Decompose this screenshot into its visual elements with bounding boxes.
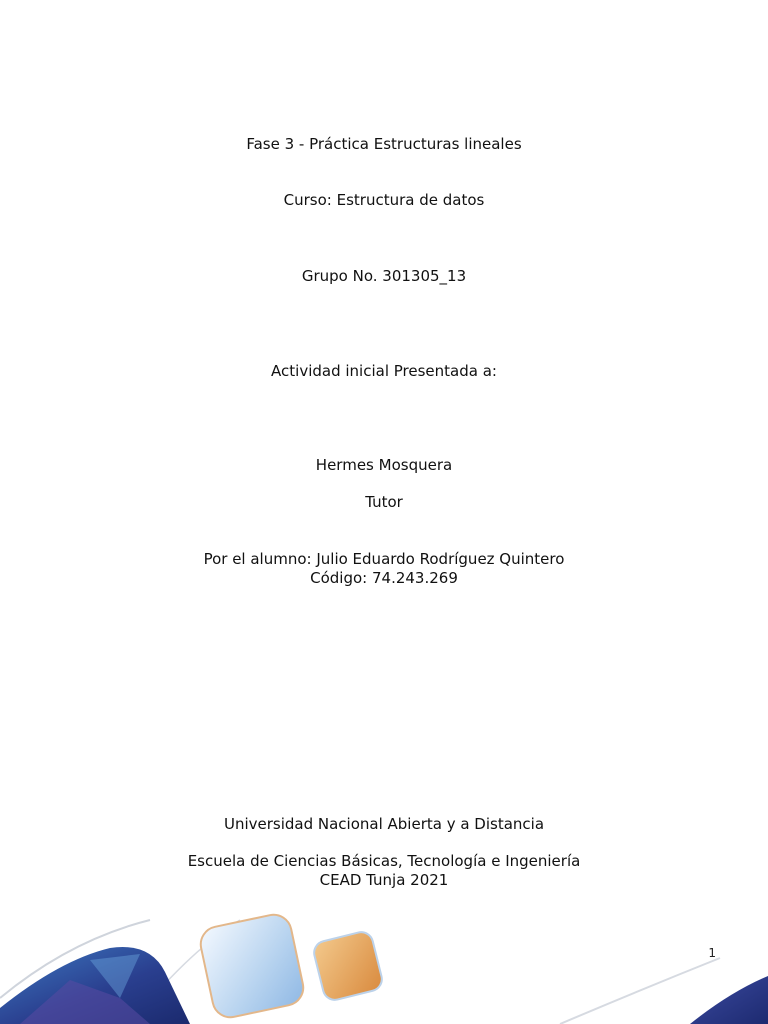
code-line: Código: 74.243.269: [310, 569, 458, 587]
right-polygon-shape: [690, 976, 768, 1024]
orange-square: [312, 930, 385, 1003]
document-title: Fase 3 - Práctica Estructuras lineales: [246, 135, 522, 153]
activity-line: Actividad inicial Presentada a:: [271, 362, 497, 380]
tutor-role: Tutor: [365, 493, 403, 511]
group-line: Grupo No. 301305_13: [301, 267, 467, 285]
swoosh-line-right: [560, 958, 720, 1024]
light-blue-square: [197, 911, 306, 1020]
tutor-name: Hermes Mosquera: [315, 456, 453, 474]
school-line: Escuela de Ciencias Básicas, Tecnología e Ingeniería: [187, 852, 581, 870]
page-number: 1: [708, 946, 716, 960]
university-line: Universidad Nacional Abierta y a Distancia: [223, 815, 545, 833]
student-line: Por el alumno: Julio Eduardo Rodríguez Quintero: [203, 550, 565, 568]
center-line: CEAD Tunja 2021: [319, 871, 449, 889]
course-line: Curso: Estructura de datos: [283, 191, 485, 209]
footer-decoration: [0, 880, 768, 1024]
